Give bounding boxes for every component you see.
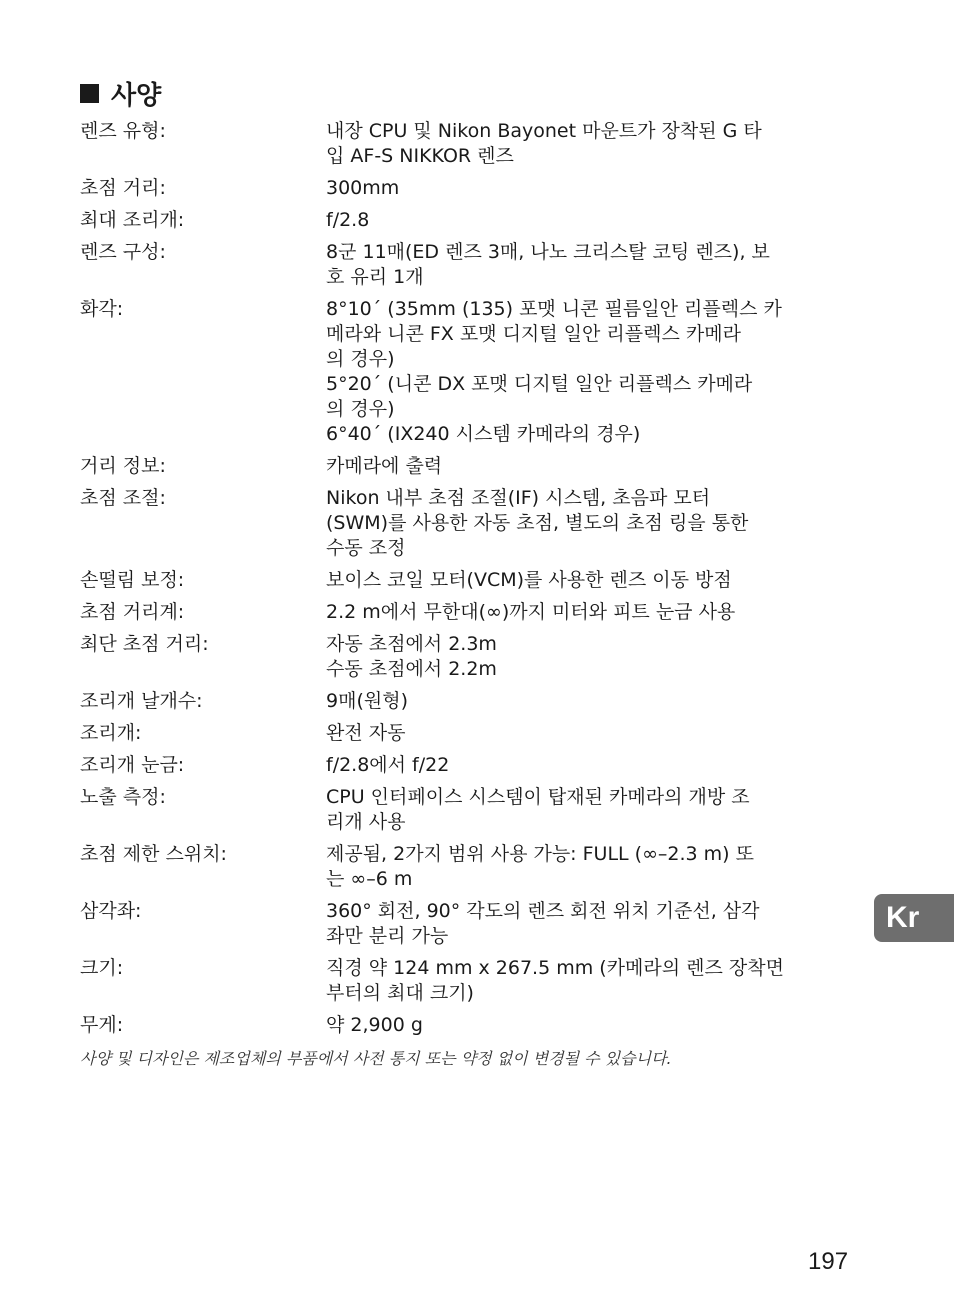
spec-row bbox=[80, 632, 850, 682]
spec-row bbox=[80, 956, 850, 1006]
spec-value: 2.2 m에서 무한대(∞)까지 미터와 피트 눈금 사용 bbox=[326, 601, 736, 623]
section-title: 사양 bbox=[111, 80, 162, 111]
spec-label: 손떨림 보정: bbox=[80, 569, 185, 591]
spec-list bbox=[80, 119, 850, 1045]
spec-label: 화각: bbox=[80, 298, 124, 320]
spec-value: Nikon 내부 초점 조절(IF) 시스템, 초음파 모터 (SWM)를 사용한 자동 초점, 별도의 초점 링을 통한 수동 조정 bbox=[326, 487, 749, 559]
spec-value: 자동 초점에서 2.3m 수동 초점에서 2.2m bbox=[326, 633, 497, 680]
spec-label: 노출 측정: bbox=[80, 786, 166, 808]
spec-row bbox=[80, 785, 850, 835]
spec-value: CPU 인터페이스 시스템이 탑재된 카메라의 개방 조 리개 사용 bbox=[326, 786, 750, 833]
spec-label: 조리개 눈금: bbox=[80, 754, 185, 776]
spec-value: 직경 약 124 mm x 267.5 mm (카메라의 렌즈 장착면 부터의 최대 크기) bbox=[326, 957, 784, 1004]
spec-row bbox=[80, 689, 850, 714]
square-bullet-icon bbox=[80, 84, 99, 103]
spec-label: 초점 거리: bbox=[80, 177, 166, 199]
spec-value: 8°10´ (35mm (135) 포맷 니콘 필름일안 리플렉스 카 메라와 니콘 FX 포맷 디지털 일안 리플렉스 카메라 의 경우) 5°20´ (니콘 DX 포맷 디지털 일안 리플렉스 카메라 의 경우) 6°40´ (IX240 시스템 카메라의 경우) bbox=[326, 298, 782, 445]
disclaimer-note: 사양 및 디자인은 제조업체의 부품에서 사전 통지 또는 약정 없이 변경될 수 있습니다. bbox=[80, 1049, 672, 1068]
page-number: 197 bbox=[808, 1248, 849, 1275]
spec-label: 거리 정보: bbox=[80, 455, 166, 477]
spec-value: 8군 11매(ED 렌즈 3매, 나노 크리스탈 코팅 렌즈), 보 호 유리 1개 bbox=[326, 241, 770, 288]
spec-row bbox=[80, 753, 850, 778]
spec-row bbox=[80, 208, 850, 233]
spec-value: 360° 회전, 90° 각도의 렌즈 회전 위치 기준선, 삼각 좌만 분리 가능 bbox=[326, 900, 760, 947]
spec-row bbox=[80, 1013, 850, 1038]
spec-label: 렌즈 유형: bbox=[80, 120, 166, 142]
spec-value: 내장 CPU 및 Nikon Bayonet 마운트가 장착된 G 타 입 AF-S NIKKOR 렌즈 bbox=[326, 120, 762, 167]
spec-row bbox=[80, 297, 850, 447]
spec-label: 조리개 날개수: bbox=[80, 690, 203, 712]
spec-row bbox=[80, 600, 850, 625]
spec-row bbox=[80, 568, 850, 593]
spec-value: 300mm bbox=[326, 177, 400, 199]
spec-label: 최대 조리개: bbox=[80, 209, 185, 231]
spec-row bbox=[80, 721, 850, 746]
spec-label: 조리개: bbox=[80, 722, 142, 744]
spec-row bbox=[80, 119, 850, 169]
spec-row bbox=[80, 899, 850, 949]
spec-label: 렌즈 구성: bbox=[80, 241, 166, 263]
section-heading bbox=[80, 76, 161, 110]
spec-row bbox=[80, 240, 850, 290]
spec-value: 카메라에 출력 bbox=[326, 455, 443, 477]
spec-value: 제공됨, 2가지 범위 사용 가능: FULL (∞–2.3 m) 또 는 ∞–6 m bbox=[326, 843, 754, 890]
spec-row bbox=[80, 486, 850, 561]
spec-row bbox=[80, 842, 850, 892]
spec-value: 보이스 코일 모터(VCM)를 사용한 렌즈 이동 방점 bbox=[326, 569, 732, 591]
spec-value: 완전 자동 bbox=[326, 722, 406, 744]
spec-label: 크기: bbox=[80, 957, 124, 979]
spec-label: 삼각좌: bbox=[80, 900, 142, 922]
spec-label: 초점 제한 스위치: bbox=[80, 843, 227, 865]
spec-row bbox=[80, 176, 850, 201]
spec-value: 약 2,900 g bbox=[326, 1014, 423, 1036]
spec-label: 최단 초점 거리: bbox=[80, 633, 209, 655]
language-tab: Kr bbox=[874, 894, 954, 942]
spec-value: 9매(원형) bbox=[326, 690, 408, 712]
spec-label: 초점 거리계: bbox=[80, 601, 185, 623]
spec-label: 무게: bbox=[80, 1014, 124, 1036]
spec-label: 초점 조절: bbox=[80, 487, 166, 509]
spec-value: f/2.8에서 f/22 bbox=[326, 754, 450, 776]
spec-row bbox=[80, 454, 850, 479]
spec-value: f/2.8 bbox=[326, 209, 370, 231]
